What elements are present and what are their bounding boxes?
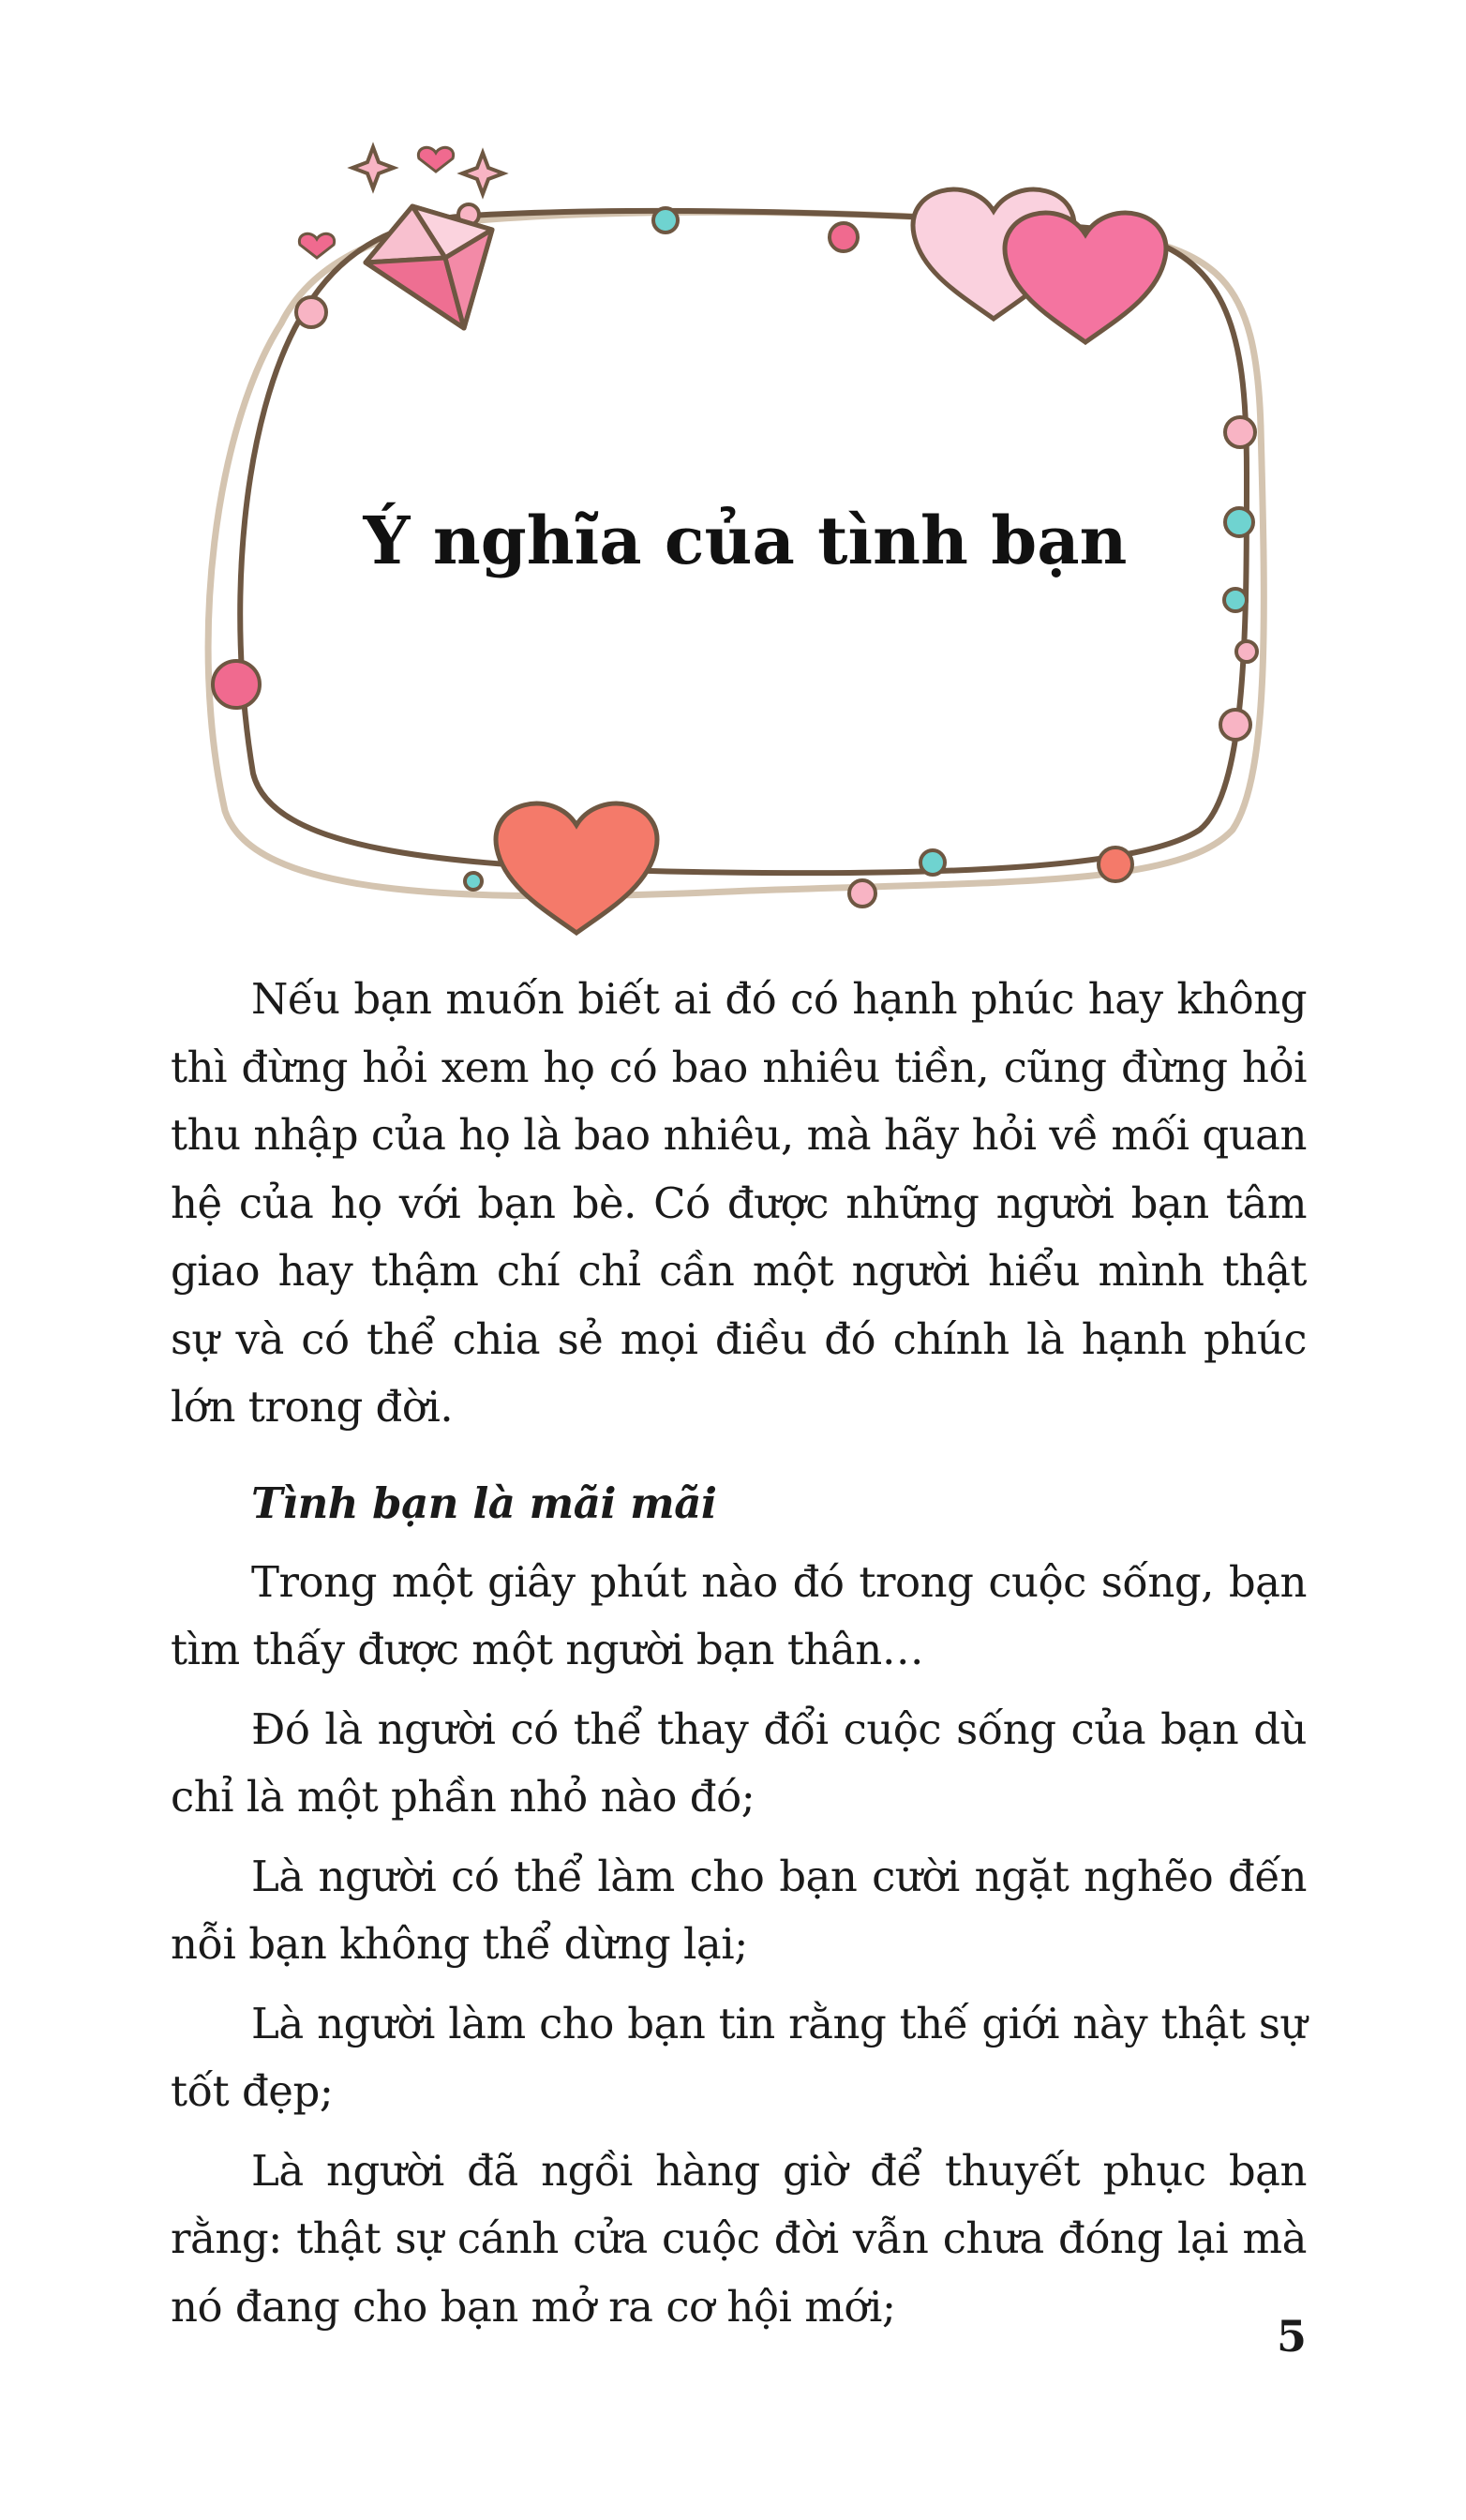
paragraph: Là người làm cho bạn tin rằng thế giới này thật sự tốt đẹp; — [171, 1998, 1307, 2116]
heart-icon — [496, 803, 657, 933]
paragraph: Trong một giây phút nào đó trong cuộc sống, bạn tìm thấy được một người bạn thân… — [171, 1556, 1307, 1674]
paragraph: Đó là người có thể thay đổi cuộc sống của bạn dù chỉ là một phần nhỏ nào đó; — [171, 1703, 1307, 1822]
paragraph: Là người đã ngồi hàng giờ để thuyết phục bạn rằng: thật sự cánh cửa cuộc đời vẫn chưa đóng lại mà nó đang cho bạn mở ra cơ hội mới; — [171, 2145, 1307, 2332]
bead — [1225, 417, 1255, 447]
heart-icon — [418, 147, 453, 172]
bead — [1099, 848, 1132, 881]
bead — [849, 880, 875, 907]
page-title: Ý nghĩa của tình bạn — [363, 502, 1128, 579]
heart-icon — [1005, 213, 1166, 342]
heart-icon — [299, 233, 334, 258]
bead — [920, 850, 945, 875]
body-text — [171, 966, 1307, 2352]
bead — [1224, 589, 1247, 611]
bead — [830, 223, 858, 251]
bead — [465, 873, 482, 890]
intro-paragraph: Nếu bạn muốn biết ai đó có hạnh phúc hay không thì đừng hỏi xem họ có bao nhiêu tiền, cũng đừng hỏi thu nhập của họ là bao nhiêu, mà hãy hỏi về mối quan hệ của họ với bạn bè. Có được những người bạn tâm giao hay thậm chí chỉ cần một người hiểu mình thật sự và có thể chia sẻ mọi điều đó chính là hạnh phúc lớn trong đời. — [171, 974, 1307, 1432]
bead — [1236, 641, 1257, 662]
diamond-icon — [366, 206, 492, 328]
bead — [296, 297, 326, 327]
bead — [213, 661, 260, 708]
page-number: 5 — [1276, 2311, 1307, 2362]
section-heading: Tình bạn là mãi mãi — [251, 1478, 717, 1528]
bead — [1220, 710, 1250, 740]
bead — [653, 208, 678, 232]
paragraph: Là người có thể làm cho bạn cười ngặt nghẽo đến nỗi bạn không thể dừng lại; — [171, 1851, 1307, 1969]
